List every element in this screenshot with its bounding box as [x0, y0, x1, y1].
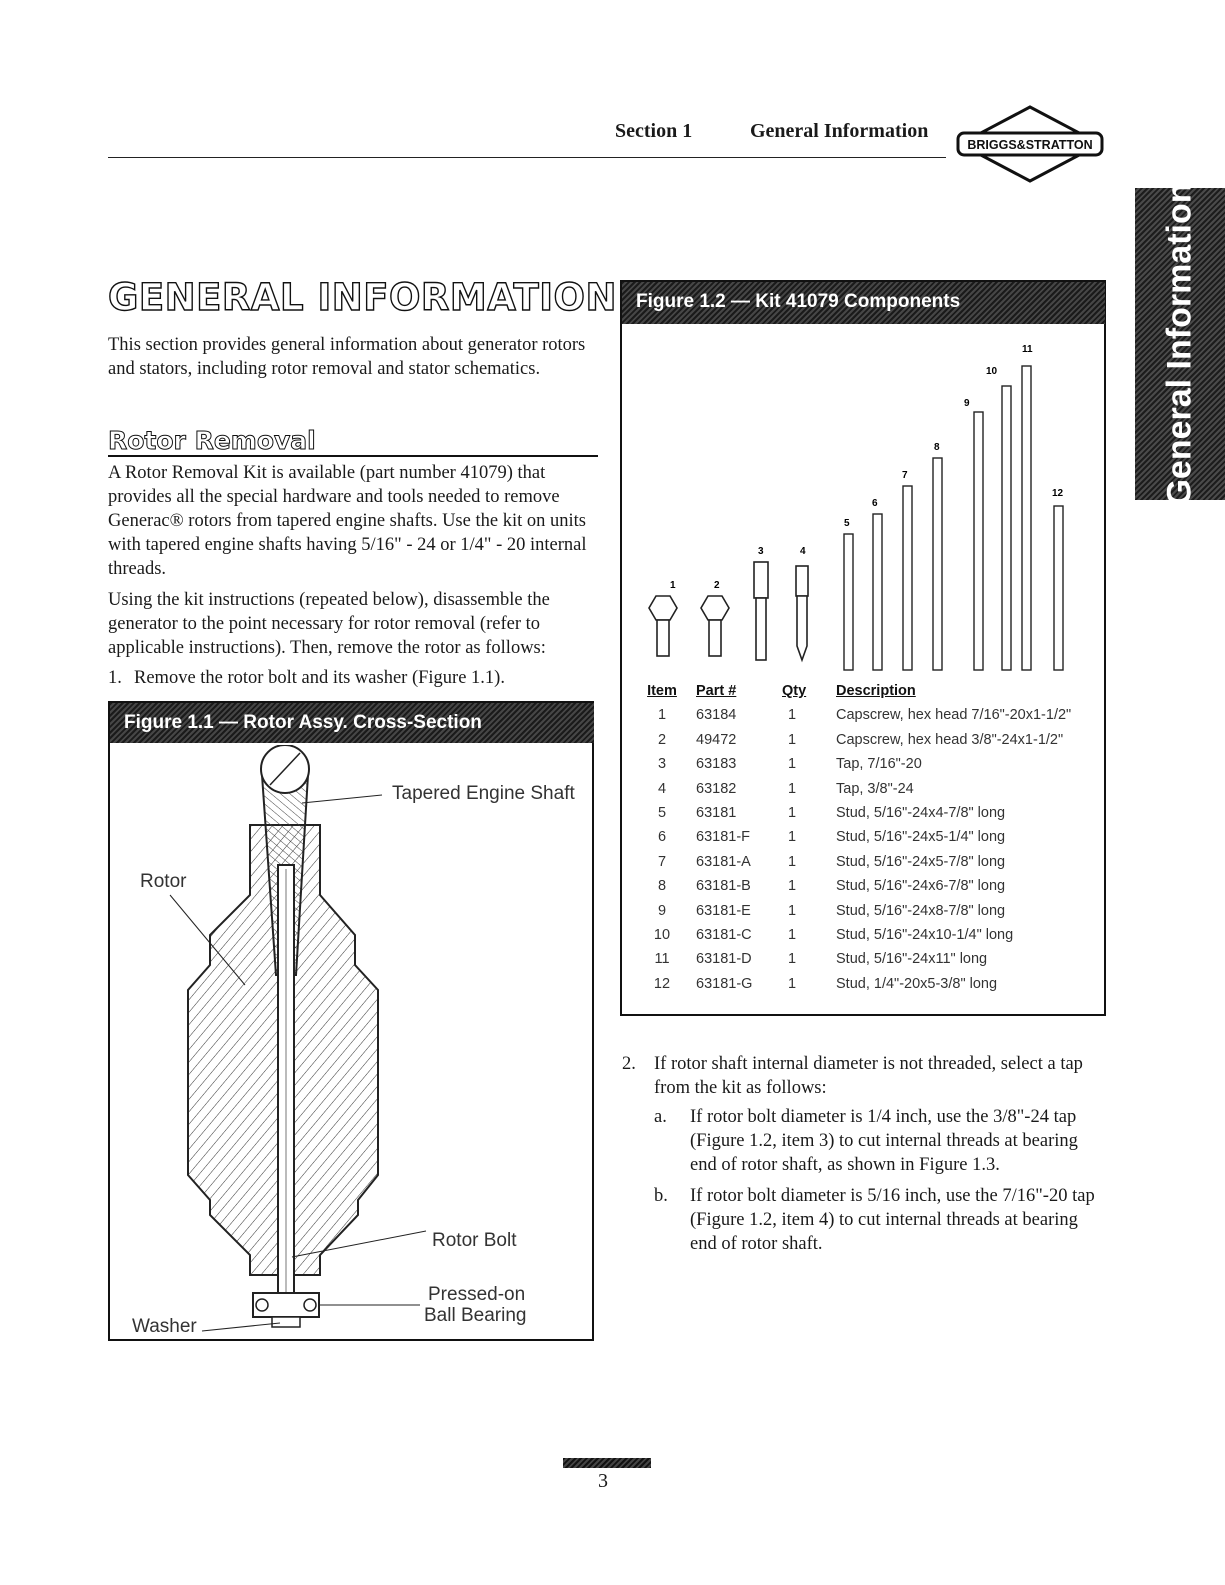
table-row: [632, 951, 1102, 975]
kit-paragraph: A Rotor Removal Kit is available (part number 41079) that provides all the special hardware and tools needed to remove Generac® rotors from tapered engine shafts. Use the kit on units with tapered engine shafts having 5/16" - 24 or 1/4" - 20 internal threads.: [108, 463, 587, 579]
washer: [272, 1317, 300, 1327]
cell-qty: 1: [787, 829, 797, 846]
label-rotor-bolt: Rotor Bolt: [432, 1230, 517, 1251]
step-1-text: Remove the rotor bolt and its washer (Figure 1.1).: [134, 668, 505, 688]
cell-qty: 1: [787, 902, 797, 919]
substep-b-text: If rotor bolt diameter is 5/16 inch, use the 7/16"-20 tap (Figure 1.2, item 4) to cut internal threads at bearing end of rotor shaft.: [690, 1186, 1095, 1254]
stud-7: [903, 486, 912, 670]
cell-item: 12: [653, 975, 671, 992]
rotor-cross-section-drawing: [110, 745, 592, 1339]
cell-part: 63181-A: [696, 853, 751, 870]
capscrew-2: [701, 596, 729, 656]
cell-part: 63181-C: [696, 926, 752, 943]
label-washer: Washer: [132, 1316, 197, 1337]
table-row: [632, 707, 1102, 731]
cell-part: 63183: [696, 756, 737, 773]
cell-qty: 1: [787, 780, 797, 797]
page-title: GENERAL INFORMATION: [108, 276, 617, 319]
cell-item: 8: [657, 878, 667, 895]
callout-2: 2: [714, 580, 720, 591]
header-item: Item: [647, 683, 677, 699]
figure-1-1-title: Figure 1.1 — Rotor Assy. Cross-Section: [110, 703, 594, 743]
stud-10: [1002, 386, 1011, 670]
cell-item: 9: [657, 902, 667, 919]
kit-components-drawing: [622, 326, 1104, 676]
callout-12: 12: [1052, 488, 1064, 499]
table-row: [632, 903, 1102, 927]
table-row: [632, 829, 1102, 853]
cell-qty: 1: [787, 951, 797, 968]
substep-a-letter: a.: [654, 1107, 667, 1127]
page-number: 3: [598, 1470, 608, 1492]
label-ball-bearing: Ball Bearing: [424, 1305, 527, 1326]
cell-description: Stud, 5/16"-24x10-1/4" long: [836, 926, 1014, 943]
substep-a-text: If rotor bolt diameter is 1/4 inch, use the 3/8"-24 tap (Figure 1.2, item 3) to cut internal threads at bearing end of rotor shaft, as shown in Figure 1.3.: [690, 1107, 1078, 1175]
callout-5: 5: [844, 518, 850, 529]
figure-1-2-title: Figure 1.2 — Kit 41079 Components: [622, 282, 1105, 324]
header-rule: [108, 157, 946, 158]
tap-3: [754, 562, 768, 660]
label-pressed-on: Pressed-on: [428, 1284, 526, 1305]
stud-12: [1054, 506, 1063, 670]
header-qty: Qty: [782, 683, 807, 699]
table-row: [632, 878, 1102, 902]
cell-part: 63181-F: [696, 829, 751, 846]
cell-description: Stud, 5/16"-24x4-7/8" long: [836, 804, 1006, 821]
stud-9: [974, 412, 983, 670]
cell-item: 11: [654, 951, 670, 968]
section-number: Section 1: [615, 120, 693, 142]
cell-description: Stud, 5/16"-24x8-7/8" long: [836, 902, 1006, 919]
cell-part: 63182: [696, 780, 737, 797]
cell-part: 63184: [696, 707, 737, 724]
callout-8: 8: [934, 442, 940, 453]
logo-text: BRIGGS&STRATTON: [967, 138, 1093, 152]
label-tapered-engine-shaft: Tapered Engine Shaft: [392, 783, 575, 804]
cell-part: 49472: [696, 731, 737, 748]
side-tab-label: General Information: [1160, 182, 1199, 506]
cell-qty: 1: [787, 975, 797, 992]
intro-paragraph: This section provides general information about generator rotors and stators, including rotor removal and stator schematics.: [108, 335, 586, 379]
cell-description: Stud, 5/16"-24x5-7/8" long: [836, 853, 1006, 870]
table-row: [632, 927, 1102, 951]
cell-part: 63181-B: [696, 878, 751, 895]
cell-description: Tap, 7/16"-20: [836, 756, 922, 773]
briggs-stratton-logo: [955, 105, 1105, 183]
callout-6: 6: [872, 498, 878, 509]
header-description: Description: [836, 683, 916, 699]
callout-7: 7: [902, 470, 908, 481]
instructions-paragraph: Using the kit instructions (repeated below), disassemble the generator to the point necessary for rotor removal (refer to applicable instructions). Then, remove the rotor as follows:: [108, 590, 550, 658]
step-1-number: 1.: [108, 668, 122, 688]
table-row: [632, 732, 1102, 756]
capscrew-1: [649, 596, 677, 656]
stud-8: [933, 458, 942, 670]
cell-part: 63181: [696, 804, 737, 821]
cell-item: 2: [657, 731, 667, 748]
cell-part: 63181-G: [696, 975, 753, 992]
substep-b-letter: b.: [654, 1186, 668, 1206]
callout-1: 1: [670, 580, 676, 591]
stud-6: [873, 514, 882, 670]
cell-part: 63181-D: [696, 951, 752, 968]
table-header-row: [632, 683, 1102, 707]
callout-11: 11: [1022, 344, 1033, 355]
callout-9: 9: [964, 398, 970, 409]
cell-item: 3: [657, 756, 667, 773]
step-2-number: 2.: [622, 1054, 636, 1074]
cell-item: 4: [657, 780, 667, 797]
cell-qty: 1: [787, 756, 797, 773]
cell-description: Stud, 5/16"-24x6-7/8" long: [836, 878, 1006, 895]
section-title: General Information: [750, 120, 929, 142]
callout-3: 3: [758, 546, 764, 557]
label-rotor: Rotor: [140, 871, 187, 892]
cell-qty: 1: [787, 804, 797, 821]
cell-qty: 1: [787, 926, 797, 943]
cell-description: Tap, 3/8"-24: [836, 780, 914, 797]
side-tab: [1135, 182, 1225, 506]
cell-item: 1: [657, 707, 667, 724]
table-row: [632, 781, 1102, 805]
stud-5: [844, 534, 853, 670]
header-part: Part #: [696, 683, 737, 699]
cell-description: Stud, 5/16"-24x5-1/4" long: [836, 829, 1006, 846]
tap-4: [796, 566, 808, 660]
cell-qty: 1: [787, 731, 797, 748]
cell-description: Capscrew, hex head 3/8"-24x1-1/2": [836, 731, 1064, 748]
cell-description: Capscrew, hex head 7/16"-20x1-1/2": [836, 707, 1072, 724]
heading-rule: [108, 455, 598, 457]
step-2-text: If rotor shaft internal diameter is not threaded, select a tap from the kit as follows:: [654, 1054, 1083, 1098]
rotor-removal-heading: Rotor Removal: [108, 426, 316, 455]
table-row: [632, 976, 1102, 1000]
table-row: [632, 854, 1102, 878]
cell-item: 10: [653, 926, 671, 943]
table-row: [632, 756, 1102, 780]
table-row: [632, 805, 1102, 829]
stud-11: [1022, 366, 1031, 670]
cell-item: 5: [657, 804, 667, 821]
parts-table: [632, 683, 1102, 1000]
cell-qty: 1: [787, 707, 797, 724]
cell-description: Stud, 5/16"-24x11" long: [836, 951, 988, 968]
callout-4: 4: [800, 546, 806, 557]
cell-item: 6: [657, 829, 667, 846]
ball-bearing: [253, 1293, 319, 1317]
cell-qty: 1: [787, 878, 797, 895]
cell-part: 63181-E: [696, 902, 751, 919]
page-number-bar: [563, 1458, 651, 1468]
cell-item: 7: [657, 853, 667, 870]
callout-10: 10: [986, 366, 998, 377]
cell-description: Stud, 1/4"-20x5-3/8" long: [836, 975, 998, 992]
cell-qty: 1: [787, 853, 797, 870]
